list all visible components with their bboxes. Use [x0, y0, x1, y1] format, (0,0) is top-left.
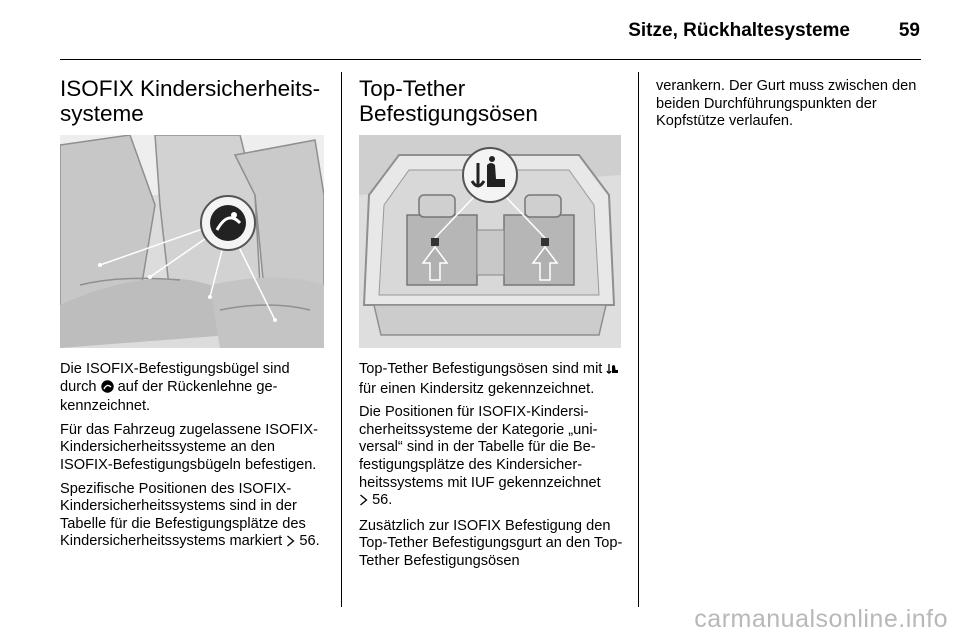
column-isofix: [60, 76, 324, 126]
top-tether-illustration: [359, 135, 621, 348]
paragraph: Die Positionen für ISOFIX-Kindersicherheitssysteme der Kategorie „universal“ sind in der Tabelle für die Befestigungsplätze des Kindersicherheitssystems mit IUF gekennzeichnet 56.: [359, 404, 623, 512]
paragraph: Zusätzlich zur ISOFIX Befestigung den Top-Tether Befestigungsgurt an den Top-Tether Befestigungsösen: [359, 517, 623, 569]
chapter-title: Sitze, Rückhaltesysteme: [628, 20, 850, 41]
section-heading-top-tether: Top-Tether Befestigungsösen: [359, 76, 538, 126]
column-continued: [656, 78, 920, 137]
page-reference[interactable]: 56.: [299, 533, 320, 550]
paragraph: Spezifische Positionen des ISOFIX-Kindersicherheitssystems sind in der Tabelle für die Befestigungsplätze des Kindersicherheitssystems markiert 56.: [60, 481, 324, 553]
page-reference[interactable]: 56.: [372, 492, 393, 509]
column-divider-1: [341, 72, 342, 607]
section-heading-isofix: ISOFIX Kindersicherheitssysteme: [60, 76, 321, 126]
column-top-tether: [359, 76, 623, 126]
isofix-symbol-icon: [201, 196, 255, 250]
paragraph: verankern. Der Gurt muss zwischen den beiden Durchführungspunkten der Kopfstütze verlaufen.: [656, 78, 917, 130]
isofix-seat-illustration: [60, 135, 324, 348]
page-number: 59: [898, 20, 920, 41]
top-tether-symbol-icon: [463, 148, 517, 202]
top-tether-icon: [606, 362, 619, 381]
column-isofix-text: [60, 361, 324, 559]
paragraph: Für das Fahrzeug zugelassene ISOFIX-Kindersicherheitssysteme an den ISOFIX-Befestigungsbügeln befestigen.: [60, 421, 318, 473]
isofix-icon: [101, 380, 114, 399]
column-top-tether-text: [359, 361, 623, 577]
column-divider-2: [638, 72, 639, 607]
paragraph: Top-Tether Befestigungsösen sind mit für einen Kindersitz gekennzeichnet.: [359, 361, 623, 398]
watermark-text: carmanualsonline.info: [694, 605, 948, 633]
page-reference-icon: [286, 535, 295, 553]
header-divider: [60, 59, 921, 60]
page-reference-icon: [359, 494, 368, 512]
paragraph: Die ISOFIX-Befestigungsbügel sind durch auf der Rückenlehne gekennzeichnet.: [60, 361, 290, 415]
